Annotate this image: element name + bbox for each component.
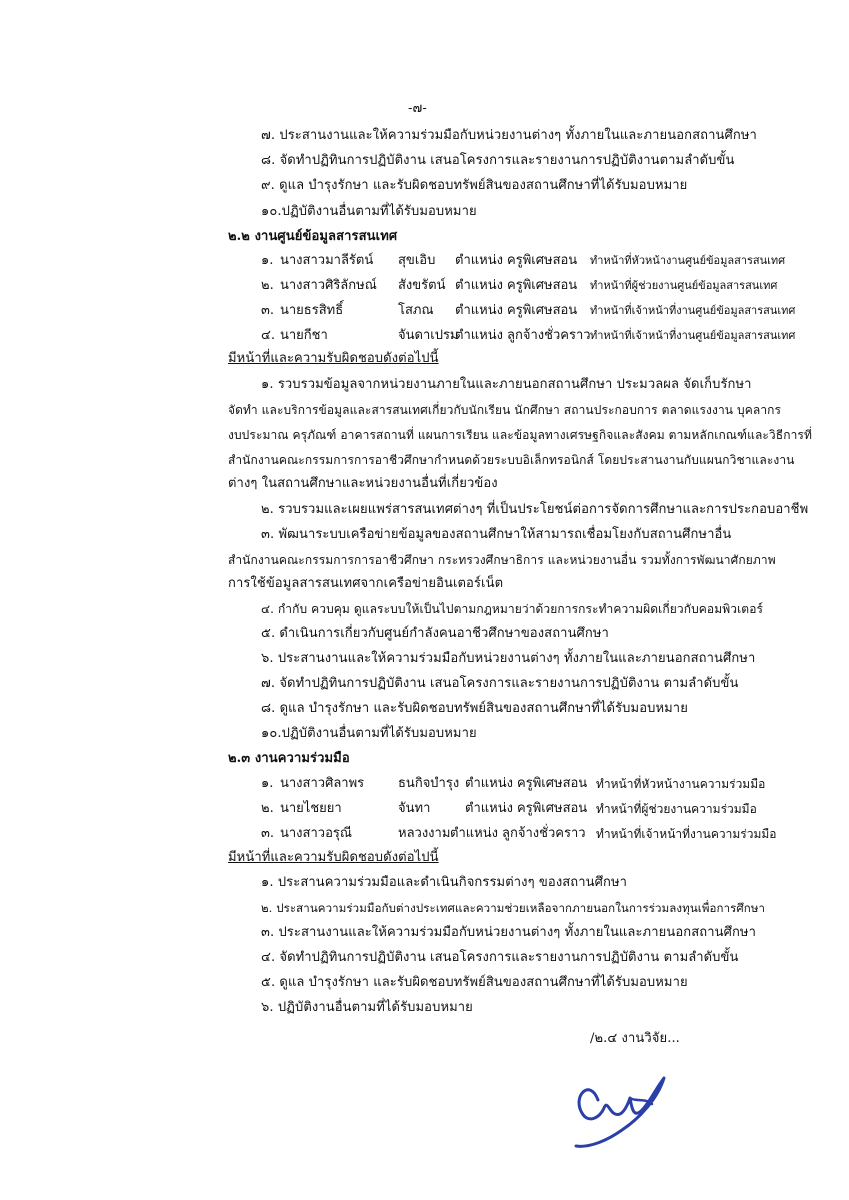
list-item: ๘. จัดทำปฏิทินการปฏิบัติงาน เสนอโครงการและรายงานการปฏิบัติงานตามลำดับขั้น — [261, 153, 735, 168]
duty-line: ๑. รวบรวมข้อมูลจากหน่วยงานภายในและภายนอกสถานศึกษา ประมวลผล จัดเก็บรักษา — [261, 377, 752, 392]
staff-surname: ธนกิจบำรุง — [398, 776, 460, 791]
staff-position: ตำแหน่ง ครูพิเศษสอน — [455, 303, 578, 318]
duty-line: ต่างๆ ในสถานศึกษาและหน่วยงานอื่นที่เกี่ยวข้อง — [228, 476, 498, 491]
duty-line: สำนักงานคณะกรรมการการอาชีวศึกษา กระทรวงศึกษาธิการ และหน่วยงานอื่น รวมทั้งการพัฒนาศักยภาพ — [228, 553, 776, 567]
continuation-note: /๒.๔ งานวิจัย... — [590, 1031, 680, 1046]
staff-name: นางสาวศิลาพร — [280, 776, 365, 791]
staff-position: ตำแหน่ง ลูกจ้างชั่วคราว — [455, 328, 591, 343]
staff-number: ๔. — [261, 328, 275, 343]
staff-name: นางสาวอรุณี — [280, 826, 352, 841]
staff-number: ๓. — [261, 826, 275, 841]
staff-position: ตำแหน่ง ครูพิเศษสอน — [455, 278, 578, 293]
duty-line: ๘. ดูแล บำรุงรักษา และรับผิดชอบทรัพย์สินของสถานศึกษาที่ได้รับมอบหมาย — [261, 701, 688, 716]
duty-line: ๓. พัฒนาระบบเครือข่ายข้อมูลของสถานศึกษาให้สามารถเชื่อมโยงกับสถานศึกษาอื่น — [261, 527, 732, 542]
duty-line: สำนักงานคณะกรรมการการอาชีวศึกษากำหนดด้วยระบบอิเล็กทรอนิกส์ โดยประสานงานกับแผนกวิชาและงาน — [228, 453, 795, 467]
staff-name: นายไชยยา — [280, 801, 342, 816]
staff-duty: ทำหน้าที่หัวหน้างานความร่วมมือ — [596, 777, 766, 791]
duty-line: งบประมาณ ครุภัณฑ์ อาคารสถานที่ แผนการเรียน และข้อมูลทางเศรษฐกิจและสังคม ตามหลักเกณฑ์และวิธีการที่ — [228, 428, 812, 442]
staff-position: ตำแหน่ง ครูพิเศษสอน — [465, 776, 588, 791]
section-heading: ๒.๓ งานความร่วมมือ — [228, 751, 350, 766]
staff-surname: จันดาเปรม — [398, 328, 459, 343]
staff-number: ๒. — [261, 278, 274, 293]
duty-line: ๔. จัดทำปฏิทินการปฏิบัติงาน เสนอโครงการและรายงานการปฏิบัติงาน ตามลำดับขั้น — [261, 950, 739, 965]
staff-position: ตำแหน่ง ลูกจ้างชั่วคราว — [450, 826, 586, 841]
staff-duty: ทำหน้าที่เจ้าหน้าที่งานศูนย์ข้อมูลสารสนเทศ — [590, 304, 796, 317]
duty-line: ๕. ดูแล บำรุงรักษา และรับผิดชอบทรัพย์สินของสถานศึกษาที่ได้รับมอบหมาย — [261, 975, 688, 990]
staff-surname: สุขเอิบ — [398, 253, 436, 268]
staff-position: ตำแหน่ง ครูพิเศษสอน — [465, 801, 588, 816]
staff-duty: ทำหน้าที่ผู้ช่วยงานความร่วมมือ — [596, 802, 757, 816]
duty-line: ๖. ปฏิบัติงานอื่นตามที่ได้รับมอบหมาย — [261, 1000, 473, 1015]
staff-position: ตำแหน่ง ครูพิเศษสอน — [455, 253, 578, 268]
staff-number: ๓. — [261, 303, 275, 318]
staff-duty: ทำหน้าที่ผู้ช่วยงานศูนย์ข้อมูลสารสนเทศ — [590, 279, 778, 292]
staff-surname: หลวงงาม — [398, 826, 451, 841]
duty-line: ๒. ประสานความร่วมมือกับต่างประเทศและความช่วยเหลือจากภายนอกในการร่วมลงทุนเพื่อการศึกษา — [261, 901, 766, 915]
duty-line: การใช้ข้อมูลสารสนเทศจากเครือข่ายอินเตอร์เน็ต — [228, 576, 504, 591]
staff-surname: สังขรัตน์ — [398, 278, 446, 293]
staff-duty: ทำหน้าที่เจ้าหน้าที่งานความร่วมมือ — [596, 827, 777, 841]
duty-line: ๑๐.ปฏิบัติงานอื่นตามที่ได้รับมอบหมาย — [261, 726, 477, 741]
list-item: ๗. ประสานงานและให้ความร่วมมือกับหน่วยงานต่างๆ ทั้งภายในและภายนอกสถานศึกษา — [261, 128, 757, 143]
duty-line: จัดทำ และบริการข้อมูลและสารสนเทศเกี่ยวกับนักเรียน นักศึกษา สถานประกอบการ ตลาดแรงงาน บุคลากร — [228, 403, 782, 417]
staff-name: นายกีชา — [280, 328, 328, 343]
staff-number: ๒. — [261, 801, 274, 816]
staff-number: ๑. — [261, 776, 274, 791]
duty-line: ๖. ประสานงานและให้ความร่วมมือกับหน่วยงานต่างๆ ทั้งภายในและภายนอกสถานศึกษา — [261, 651, 756, 666]
duty-line: ๓. ประสานงานและให้ความร่วมมือกับหน่วยงานต่างๆ ทั้งภายในและภายนอกสถานศึกษา — [261, 925, 756, 940]
page-number: -๗- — [408, 101, 427, 116]
staff-duty: ทำหน้าที่หัวหน้างานศูนย์ข้อมูลสารสนเทศ — [590, 254, 786, 267]
list-item: ๑๐.ปฏิบัติงานอื่นตามที่ได้รับมอบหมาย — [261, 204, 477, 219]
duty-line: ๑. ประสานความร่วมมือและดำเนินกิจกรรมต่างๆ ของสถานศึกษา — [261, 875, 628, 890]
duty-line: ๔. กำกับ ควบคุม ดูแลระบบให้เป็นไปตามกฎหมายว่าด้วยการกระทำความผิดเกี่ยวกับคอมพิวเตอร์ — [261, 602, 764, 616]
staff-number: ๑. — [261, 253, 274, 268]
duties-heading: มีหน้าที่และความรับผิดชอบดังต่อไปนี้ — [228, 850, 439, 865]
duties-heading: มีหน้าที่และความรับผิดชอบดังต่อไปนี้ — [228, 351, 439, 366]
section-heading: ๒.๒ งานศูนย์ข้อมูลสารสนเทศ — [228, 229, 398, 244]
duty-line: ๗. จัดทำปฏิทินการปฏิบัติงาน เสนอโครงการและรายงานการปฏิบัติงาน ตามลำดับขั้น — [261, 676, 739, 691]
staff-name: นางสาวศิริลักษณ์ — [280, 278, 377, 293]
staff-name: นางสาวมาลีรัตน์ — [280, 253, 374, 268]
list-item: ๙. ดูแล บำรุงรักษา และรับผิดชอบทรัพย์สินของสถานศึกษาที่ได้รับมอบหมาย — [261, 178, 688, 193]
staff-surname: โสภณ — [398, 303, 434, 318]
signature-image — [560, 1058, 690, 1158]
staff-duty: ทำหน้าที่เจ้าหน้าที่งานศูนย์ข้อมูลสารสนเทศ — [590, 329, 796, 342]
duty-line: ๒. รวบรวมและเผยแพร่สารสนเทศต่างๆ ที่เป็นประโยชน์ต่อการจัดการศึกษาและการประกอบอาชีพ — [261, 502, 809, 517]
staff-name: นายธรสิทธิ์ — [280, 303, 344, 318]
duty-line: ๕. ดำเนินการเกี่ยวกับศูนย์กำลังคนอาชีวศึกษาของสถานศึกษา — [261, 626, 609, 641]
staff-surname: จันทา — [398, 801, 431, 816]
